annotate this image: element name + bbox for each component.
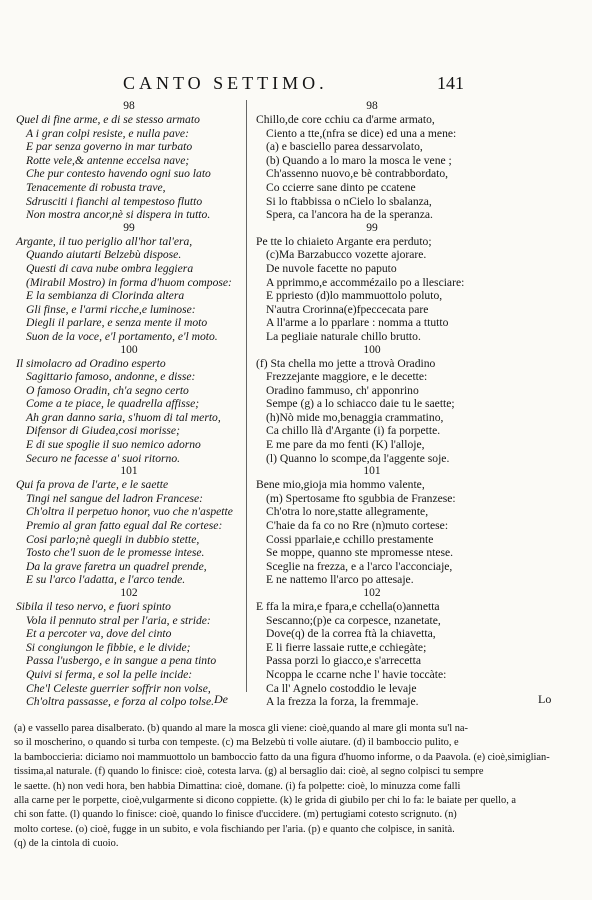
verse-line: A la frezza la forza, la fremmaje. — [266, 695, 419, 709]
stanza — [256, 344, 488, 466]
verse-line: Diegli il parlare, e senza mente il moto — [26, 316, 208, 330]
stanza — [256, 100, 488, 222]
verse-line: Tenacemente di robusta trave, — [26, 180, 166, 194]
footnote-line: alla carne per le porpette, cioè,vulgarmente si dicono coppiette. (k) le grida di giubilo per chi lo fa: le baiate per quello, a — [14, 794, 517, 806]
verse-line: O famoso Oradin, ch'a segno certo — [26, 383, 189, 397]
verse-line: (m) Spertosame fto sgubbia de Franzese: — [266, 491, 456, 505]
verse-line: Qui fa prova de l'arte, e le saette — [16, 478, 169, 492]
verse-line: Non mostra ancor,nè si dispera in tutto. — [26, 208, 211, 222]
verse-line: Bene mio,gioja mia hommo valente, — [256, 478, 425, 492]
footnote-line: (q) de la cintola di cuoio. — [14, 838, 119, 850]
verse-line: Argante, il tuo periglio all'hor tal'era, — [16, 234, 193, 248]
column-divider — [246, 100, 247, 692]
verse-line: E li fierre lassaie rutte,e cchiegàte; — [266, 640, 427, 654]
verse-line: Ah gran danno saria, s'huom di tal merto, — [26, 410, 221, 424]
verse-line: Che'l Celeste guerrier soffrir non volse, — [26, 681, 211, 695]
verse-line: Pe tte lo chiaieto Argante era perduto; — [256, 234, 432, 248]
verse-line: (Mirabil Mostro) in forma d'huom compose: — [26, 275, 232, 289]
stanza-number: 101 — [363, 465, 381, 478]
verse-line: Co ccierre sane dinto pe ccatene — [266, 180, 416, 194]
footnote-line: tissima,al naturale. (f) quando lo finisce: cioè, cotesta larva. (g) al bersaglio dai: cioè, al segno colpisci tu sempre — [14, 766, 484, 778]
page-number: 141 — [437, 73, 464, 93]
verse-line: Suon de la voce, e'l portamento, e'l moto. — [26, 329, 218, 343]
stanza — [256, 587, 488, 709]
verse-line: Quivi si ferma, e sol la pelle incide: — [26, 667, 193, 681]
stanza — [16, 587, 242, 709]
stanza-number: 99 — [123, 221, 135, 234]
verse-line: Tosto che'l suon de le promesse intese. — [26, 546, 205, 560]
verse-line: La pegliaie naturale chillo brutto. — [266, 329, 421, 343]
verse-line: Premio al gran fatto egual dal Re cortese: — [26, 519, 223, 533]
running-title: CANTO SETTIMO. — [123, 73, 328, 93]
verse-line: Il simolacro ad Oradino esperto — [16, 356, 166, 370]
verse-line: (f) Sta chella mo jette a ttrovà Oradino — [256, 356, 436, 370]
verse-line: Ch'oltra passasse, e forza al colpo tolse. — [26, 695, 214, 709]
verse-line: E me pare da mo fenti (K) l'alloje, — [266, 438, 425, 452]
verse-line: E ne nattemo ll'arco po attesaje. — [266, 573, 414, 587]
footnote-line: la bamboccieria: diciamo noi mammuottolo un bamboccio fatto da una figura d'huomo informe, o da Paavola. (e) cioè,simiglian- — [14, 751, 550, 763]
verse-line: Passa l'usbergo, e in sangue a pena tinto — [26, 654, 217, 668]
footnotes — [14, 722, 550, 852]
stanza — [16, 344, 242, 466]
verse-line: De nuvole facette no paputo — [266, 261, 397, 275]
verse-line: Cossi pparlaie,e cchillo prestamente — [266, 532, 434, 546]
verse-line: Sagittario famoso, andonne, e disse: — [26, 370, 196, 384]
verse-line: E la sembianza di Clorinda altera — [26, 289, 185, 303]
stanza-number: 98 — [123, 100, 135, 112]
verse-line: Passa porzi lo giacco,e s'arrecetta — [266, 654, 421, 668]
verse-line: Che pur contesto havendo ogni suo lato — [26, 167, 211, 181]
stanza — [16, 465, 242, 587]
verse-line: Tingi nel sangue del ladron Francese: — [26, 491, 203, 505]
verse-line: Ca chillo llà d'Argante (i) fa porpette. — [266, 424, 441, 438]
verse-line: Sescanno;(p)e ca corpesce, nzanetate, — [266, 613, 441, 627]
verse-line: N'autra Crorinna(e)fpeccecata pare — [266, 302, 429, 316]
verse-line: Sempe (g) a lo schiacco daie tu le saette; — [266, 397, 455, 411]
verse-line: Sceglie na frezza, e a l'arco l'acconciaje, — [266, 559, 453, 573]
page-header — [0, 70, 592, 98]
stanza-number: 100 — [120, 343, 138, 356]
verse-line: A pprimmo,e accommézailo po a llesciare: — [266, 275, 465, 289]
footnote-line: so il moscherino, o quando si turba con tempeste. (c) ma Belzebù ti volle aiutare. (d) il bamboccio pulito, e — [14, 737, 459, 749]
neapolitan-text-column — [256, 100, 488, 709]
verse-line: C'haie da fa co no Rre (n)muto cortese: — [266, 519, 449, 533]
verse-line: E su l'arco l'adatta, e l'arco tende. — [26, 573, 186, 587]
verse-line: Quel di fine arme, e di se stesso armato — [16, 113, 200, 126]
verse-line: (b) Quando a lo maro la mosca le vene ; — [266, 153, 452, 167]
footnote-line: le saette. (h) non vedi hora, ben habbia Dimattina: cioè, domane. (i) fa polpette: cioè, lo minuzza come falli — [14, 780, 461, 792]
footnote-line: molto cortese. (o) cioè, fugge in un subito, e vola fischiando per l'aria. (p) e quanto che colpisce, in sanità. — [14, 823, 455, 835]
verse-line: Si lo ftabbissa o nCielo lo sbalanza, — [266, 194, 432, 208]
stanza — [256, 465, 488, 587]
verse-line: Gli finse, e l'armi ricche,e luminose: — [26, 302, 196, 316]
verse-line: Sibila il teso nervo, e fuori spinto — [16, 600, 171, 613]
verse-line: (c)Ma Barzabucco vozette ajorare. — [266, 248, 427, 262]
verse-line: (a) e basciello parea dessarvolato, — [266, 140, 423, 154]
verse-line: A ll'arme a lo pparlare : nomma a ttutto — [266, 316, 449, 330]
stanza — [16, 222, 242, 344]
verse-line: Da la grave faretra un quadrel prende, — [26, 559, 207, 573]
verse-line: Se moppe, quanno ste mpromesse ntese. — [266, 546, 454, 560]
verse-line: Et a percoter va, dove del cinto — [26, 627, 172, 641]
verse-line: Ch'assenno nuovo,e bè contrabbordato, — [266, 167, 449, 181]
verse-line: Ca ll' Agnelo costoddio le levaje — [266, 681, 417, 695]
verse-line: (h)Nò mide mo,benaggia crammatino, — [266, 410, 444, 424]
stanza-number: 98 — [366, 100, 378, 112]
verse-line: Securo ne facesse a' suoi ritorno. — [26, 451, 181, 465]
footnote-line: chi son fatte. (l) quando lo finisce: cioè, quando lo finisce d'uccidere. (m) pertugiami cotesto scrignuto. (n) — [14, 809, 457, 821]
verse-line: E ppriesto (d)lo mammuottolo poluto, — [266, 289, 443, 303]
verse-line: Frezzejante maggiore, e le decette: — [266, 370, 428, 384]
verse-line: E par senza governo in mar turbato — [26, 140, 193, 154]
verse-line: Si congiungon le fibbie, e le divide; — [26, 640, 191, 654]
italian-text-column — [16, 100, 242, 709]
verse-line: Ciento a tte,(nfra se dice) ed una a mene: — [266, 126, 457, 140]
verse-line: Chillo,de core cchiu ca d'arme armato, — [256, 113, 435, 126]
verse-line: Quando aiutarti Belzebù dispose. — [26, 248, 182, 262]
verse-line: Vola il pennuto stral per l'aria, e stride: — [26, 613, 211, 627]
verse-line: Sdrusciti i fianchi al tempestoso flutto — [26, 194, 203, 208]
verse-line: (l) Quanno lo scompe,da l'aggente soje. — [266, 451, 450, 465]
verse-line: Questi di cava nube ombra leggiera — [26, 261, 194, 275]
verse-line: Ncoppa le ccarne nche l' havie toccàte: — [266, 667, 447, 681]
stanza-number: 102 — [363, 587, 381, 599]
stanza-number: 102 — [120, 587, 138, 599]
stanza — [16, 100, 242, 222]
verse-line: Difensor di Giudea,cosi morisse; — [26, 424, 180, 438]
verse-line: E di sue spoglie il suo nemico adorno — [26, 438, 201, 452]
verse-line: Dove(q) de la correa ftà la chiavetta, — [266, 627, 436, 641]
verse-line: Come a te piace, le quadrella affisse; — [26, 397, 200, 411]
verse-line: Ch'otra lo nore,statte allegramente, — [266, 505, 429, 519]
footnote-line: (a) e vassello parea disalberato. (b) quando al mare la mosca gli viene: cioè,quando al mare gli monta su'l na- — [14, 723, 468, 734]
stanza-number: 101 — [120, 465, 138, 478]
verse-line: Oradino fammuso, ch' apponrino — [266, 383, 419, 397]
catchword-left: De — [214, 692, 228, 706]
stanza-number: 99 — [366, 221, 378, 234]
verse-line: E ffa la mira,e fpara,e cchella(o)annetta — [256, 600, 440, 613]
catchword-right: Lo — [538, 692, 552, 706]
verse-line: Ch'oltra il perpetuo honor, vuo che n'aspette — [26, 505, 233, 519]
stanza-number: 100 — [363, 343, 381, 356]
verse-line: Spera, ca l'ancora ha de la speranza. — [266, 208, 433, 222]
verse-line: Cosi parlo;nè quegli in dubbio stette, — [26, 532, 200, 546]
verse-line: Rotte vele,& antenne eccelsa nave; — [26, 153, 190, 167]
verse-line: A i gran colpi resiste, e nulla pave: — [26, 126, 189, 140]
stanza — [256, 222, 488, 344]
